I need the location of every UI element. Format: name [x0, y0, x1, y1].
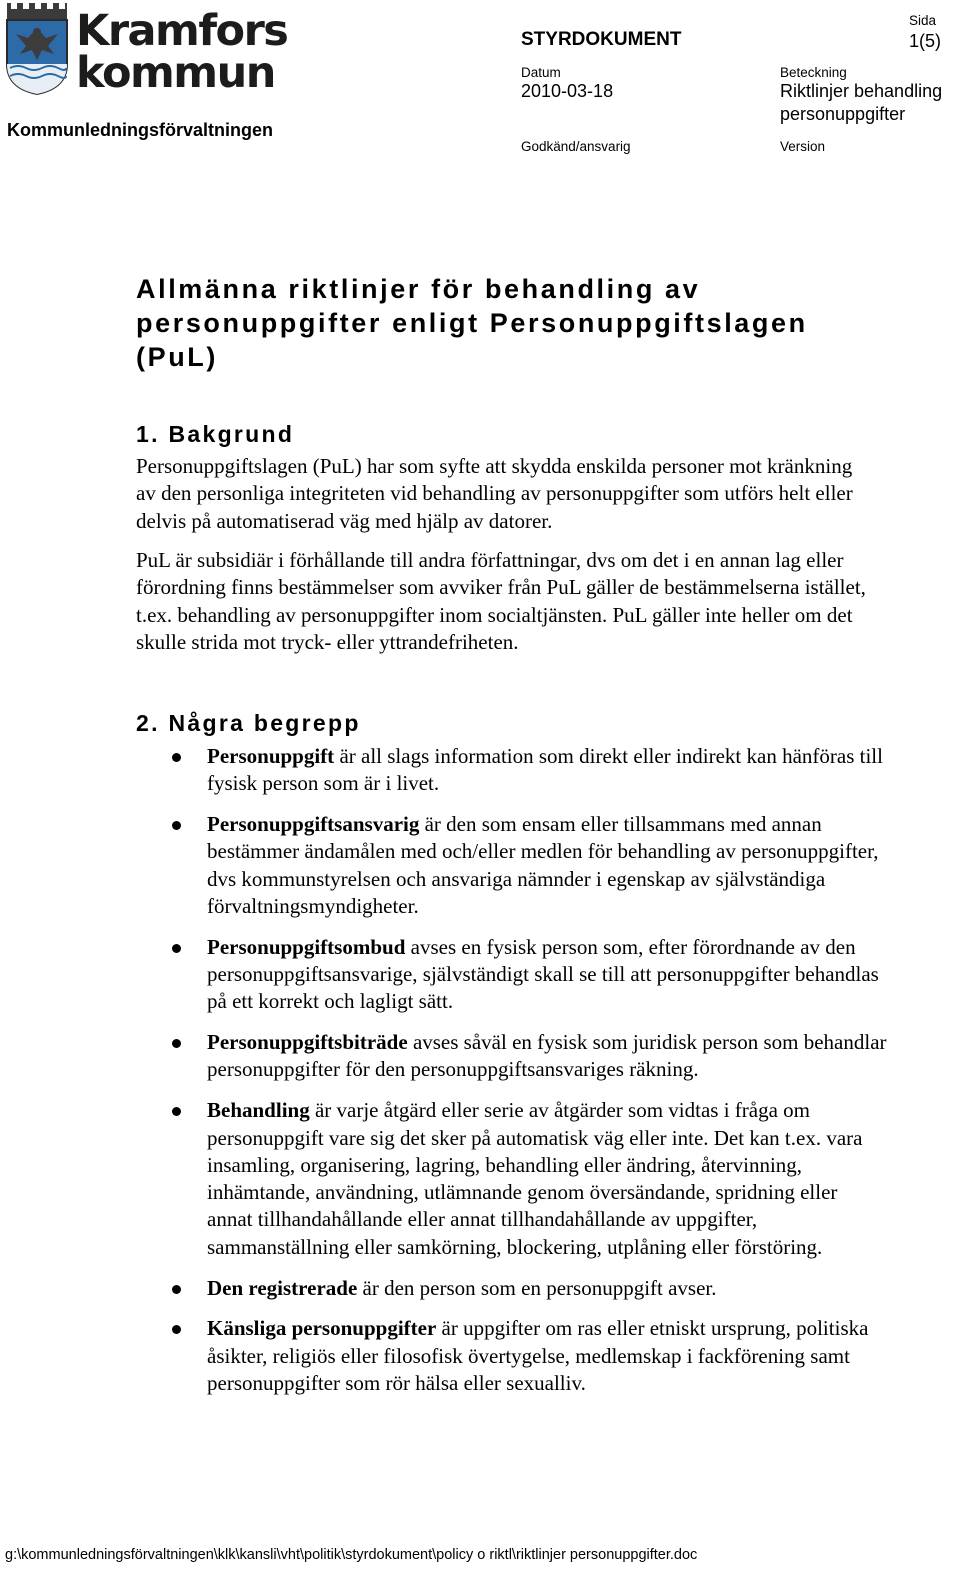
page-number: 1(5) — [909, 31, 942, 51]
definition-term: Personuppgiftsansvarig — [207, 812, 420, 837]
definition-text: avses såväl en fysisk som juridisk person som behandlar personuppgifter för den personuppgiftsansvariges räkning. — [207, 1030, 887, 1082]
designation-label: Beteckning — [780, 65, 847, 80]
section-heading-begrepp: 2. Några begrepp — [136, 710, 361, 736]
bullet-icon — [172, 944, 181, 953]
logo-wordmark-line2: kommun — [76, 48, 275, 98]
definition-text: är varje åtgärd eller serie av åtgärder som vidtas i fråga om personuppgift vare sig det sker på automatisk väg eller inte. Det kan t.ex. vara insamling, organisering, lagring, behandling eller ändring, återvinning, inhämtande, användning, utlämnande genom översändande, spridning eller annat tillhandahållande eller annat tillhandahållande av uppgifter, sammanställning eller samkörning, blockering, utplåning eller förstöring. — [207, 1098, 863, 1259]
paragraph-subsidiarity: PuL är subsidiär i förhållande till andra författningar, dvs om det i en annan lag eller förordning finns bestämmelser som avviker från PuL gäller de bestämmelserna istället, t.ex. behandling av personuppgifter inom socialtjänsten. PuL gäller inte heller om det skulle strida mot tryck- eller yttrandefriheten. — [136, 548, 866, 654]
bullet-icon — [172, 1325, 181, 1334]
paragraph-purpose: Personuppgiftslagen (PuL) har som syfte att skydda enskilda personer mot kränkning av den personliga integriteten vid behandling av personuppgifter som utförs helt eller delvis på automatiserad väg med hjälp av datorer. — [136, 454, 853, 533]
logo-wordmark-line1: Kramfors — [76, 6, 288, 56]
definition-item — [0, 811, 887, 920]
file-path-footer: g:\kommunledningsförvaltningen\klk\kansli\vht\politik\styrdokument\policy o riktl\riktlinjer personuppgifter.doc — [5, 1547, 698, 1563]
definition-term: Behandling — [207, 1098, 310, 1123]
coat-of-arms-logo — [6, 2, 68, 95]
page-label: Sida — [909, 13, 937, 28]
definition-text: är den person som en personuppgift avser. — [357, 1275, 717, 1300]
definition-term: Känsliga personuppgifter — [207, 1316, 437, 1341]
definition-term: Den registrerade — [207, 1275, 358, 1300]
bullet-icon — [172, 821, 181, 830]
document-title: Allmänna riktlinjer för behandling av personuppgifter enligt Personuppgiftslagen (PuL) — [136, 274, 808, 372]
definition-item — [0, 1275, 887, 1302]
definition-text: är all slags information som direkt eller indirekt kan hänföras till fysisk person som är i livet. — [207, 744, 883, 796]
definition-item — [0, 1029, 887, 1084]
date-label: Datum — [521, 65, 561, 80]
definition-item — [0, 1097, 887, 1261]
definition-item — [0, 743, 887, 798]
approved-label: Godkänd/ansvarig — [521, 139, 631, 154]
version-label: Version — [780, 139, 826, 154]
definition-text: avses en fysisk person som, efter förordnande av den personuppgiftsansvarige, självständigt skall se till att personuppgifter behandlas på ett korrekt och lagligt sätt. — [207, 934, 879, 1014]
definition-term: Personuppgift — [207, 744, 335, 768]
document-type: STYRDOKUMENT — [521, 29, 682, 50]
definition-text: är uppgifter om ras eller etniskt ursprung, politiska åsikter, religiös eller filosofisk övertygelse, medlemskap i fackförening samt personuppgifter som rör hälsa eller sexualliv. — [207, 1316, 869, 1395]
definition-item — [0, 1315, 887, 1397]
department-name: Kommunledningsförvaltningen — [7, 120, 274, 140]
designation-value: Riktlinjer behandling personuppgifter — [780, 81, 943, 124]
bullet-icon — [172, 1039, 181, 1048]
bullet-icon — [172, 1107, 181, 1116]
definition-term: Personuppgiftsbiträde — [207, 1030, 408, 1055]
bullet-icon — [172, 1285, 181, 1294]
definition-term: Personuppgiftsombud — [207, 934, 406, 959]
definition-item — [0, 934, 887, 1016]
definitions-list — [0, 743, 960, 1411]
bullet-icon — [172, 753, 181, 762]
definition-text: är den som ensam eller tillsammans med annan bestämmer ändamålen med och/eller medlen för behandling av personuppgifter, dvs kommunstyrelsen och ansvariga nämnder i egenskap av självständiga förvaltningsmyndigheter. — [207, 812, 879, 918]
date-value: 2010-03-18 — [521, 81, 614, 101]
section-heading-bakgrund: 1. Bakgrund — [136, 421, 295, 447]
